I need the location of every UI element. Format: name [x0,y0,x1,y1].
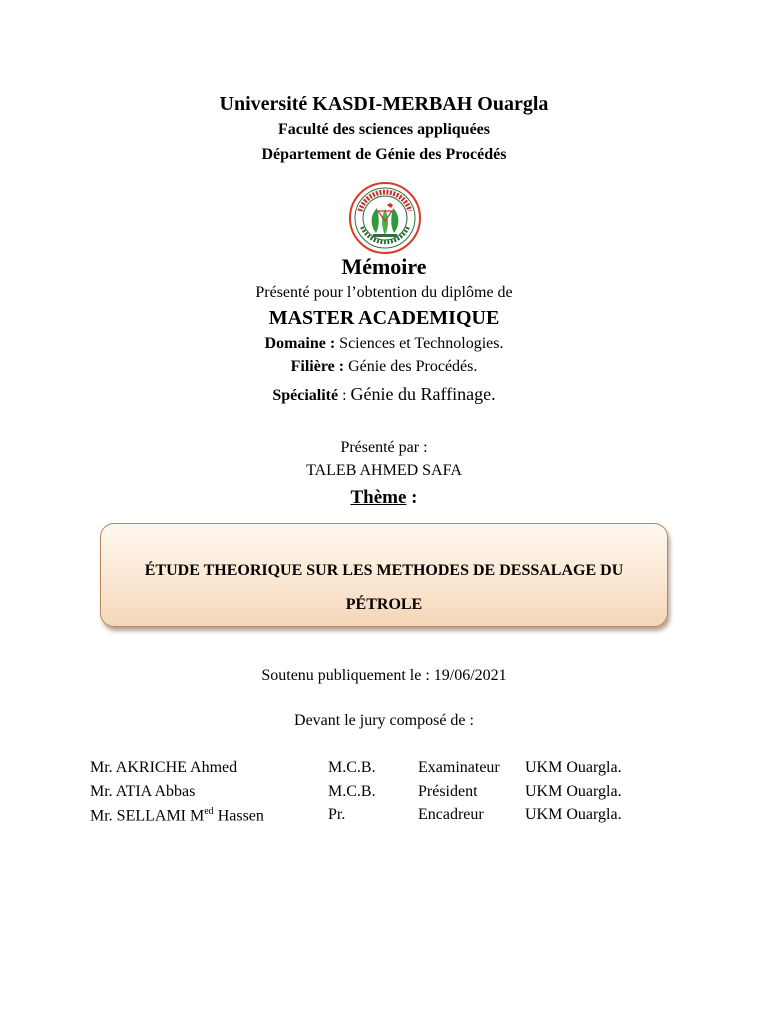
jury-member-name: Mr. AKRICHE Ahmed [90,759,238,776]
jury-member-grade: Pr. [328,806,346,823]
degree-title: MASTER ACADEMIQUE [268,307,500,329]
jury-name-suffix: Hassen [213,807,264,825]
jury-name-prefix: Mr. SELLAMI M [90,807,205,825]
jury-member-institution: UKM Ouargla. [525,806,622,823]
specialite-separator: : [342,387,347,404]
university-name: Université KASDI-MERBAH Ouargla [219,93,549,115]
filiere-label: Filière : [290,358,345,375]
theme-title-line1: ÉTUDE THEORIQUE SUR LES METHODES DE DESSALAGE DU [144,562,624,579]
author-name: TALEB AHMED SAFA [306,462,462,479]
jury-member-role: Président [418,783,478,800]
university-seal-logo [348,181,422,255]
presented-by-label: Présenté par : [340,439,428,456]
jury-member-name [90,806,264,825]
domaine-label: Domaine : [264,335,336,352]
faculty-name: Faculté des sciences appliquées [278,121,490,138]
specialite-line [0,384,768,405]
document-type: Mémoire [341,254,427,279]
jury-row [0,759,768,781]
defense-date-text: Soutenu publiquement le : 19/06/2021 [261,667,507,684]
theme-title [101,554,667,622]
theme-colon: : [411,487,418,508]
theme-label: Thème [350,487,407,508]
jury-member-grade: M.C.B. [328,783,376,800]
filiere-value: Génie des Procédés. [348,358,478,375]
jury-row [0,783,768,805]
department-name: Département de Génie des Procédés [261,146,507,163]
filiere-line [0,358,768,376]
jury-member-institution: UKM Ouargla. [525,759,622,776]
jury-intro-text: Devant le jury composé de : [294,712,474,729]
jury-member-name: Mr. ATIA Abbas [90,783,196,800]
jury-member-grade: M.C.B. [328,759,376,776]
specialite-value: Génie du Raffinage. [350,384,496,404]
theme-heading [0,487,768,509]
jury-row [0,806,768,828]
jury-name-superscript: ed [204,806,214,817]
presented-for-text: Présenté pour l’obtention du diplôme de [255,284,513,301]
specialite-label: Spécialité [272,387,339,404]
domaine-value: Sciences et Technologies. [339,335,504,352]
jury-member-institution: UKM Ouargla. [525,783,622,800]
domaine-line [0,335,768,353]
theme-title-line2: PÉTROLE [345,596,423,613]
jury-member-role: Examinateur [418,759,500,776]
jury-member-role: Encadreur [418,806,484,823]
theme-title-box [100,523,668,627]
